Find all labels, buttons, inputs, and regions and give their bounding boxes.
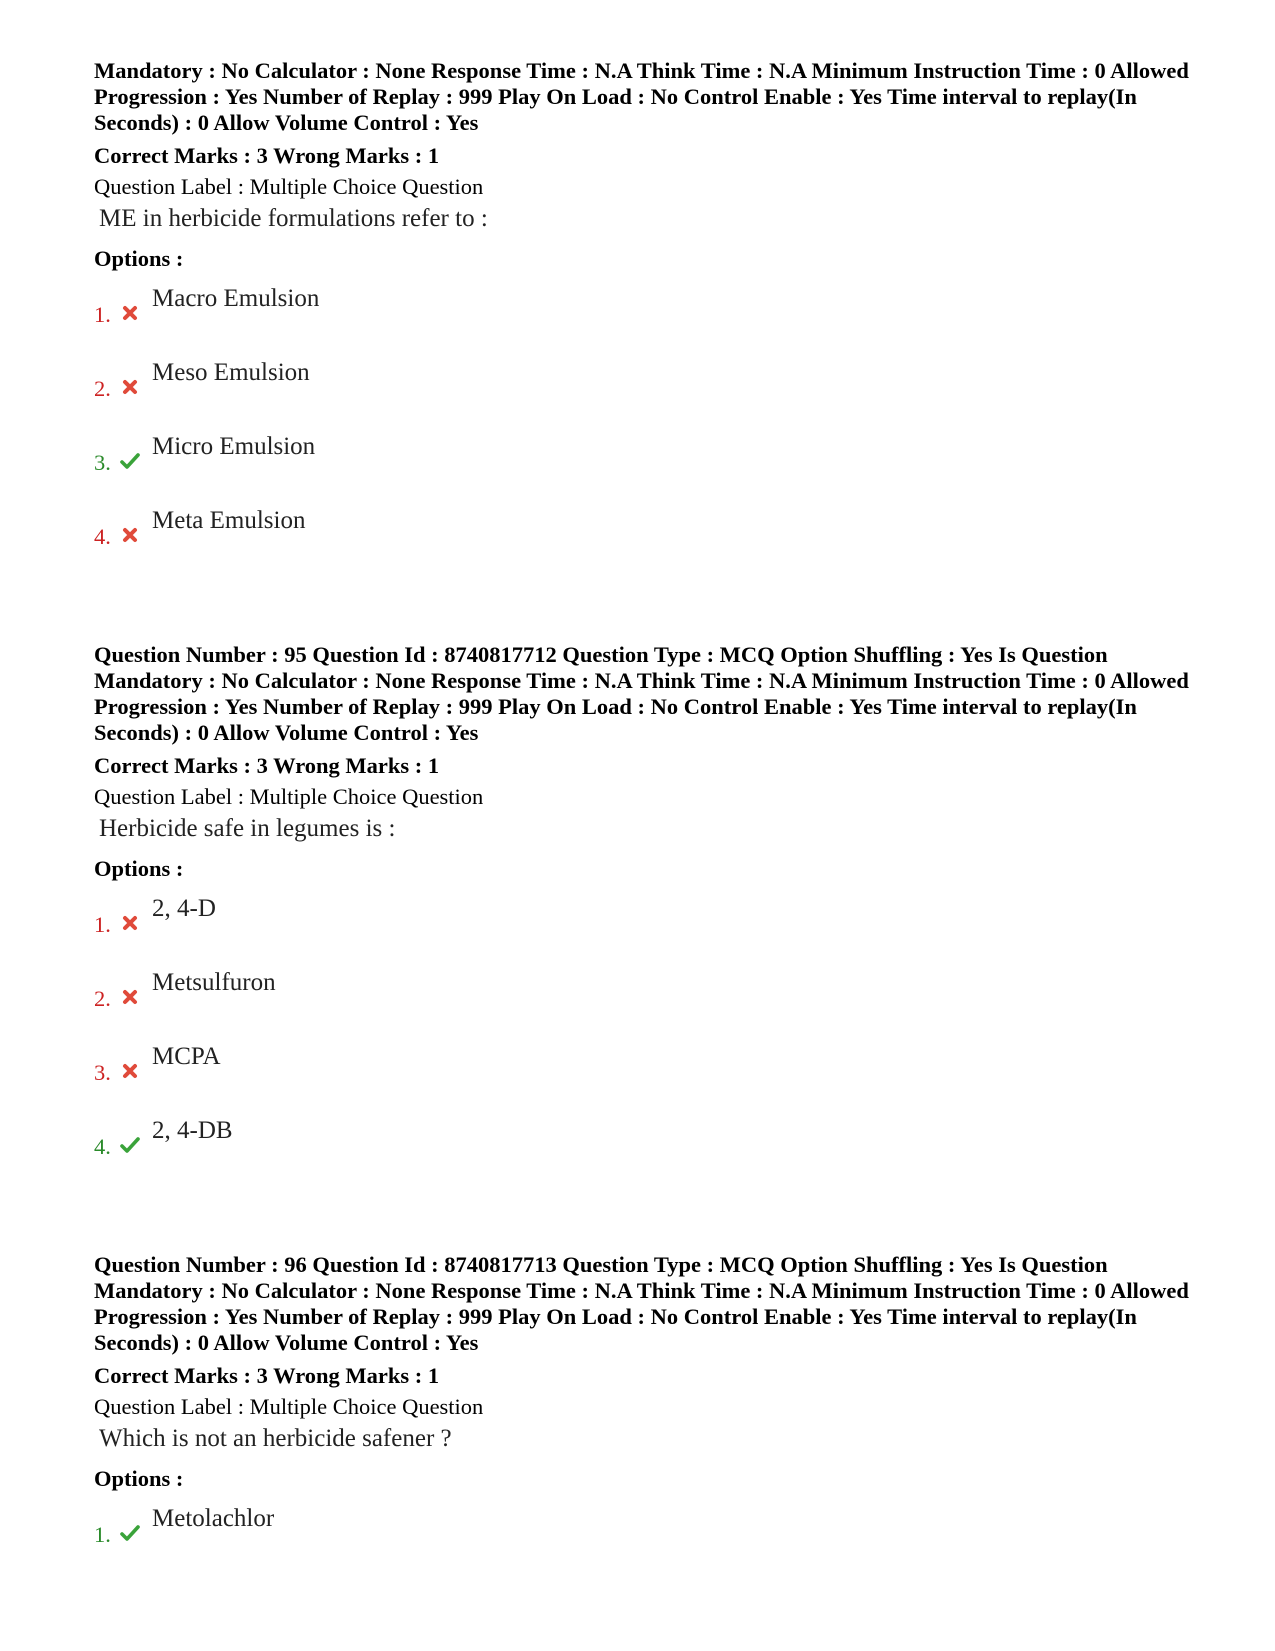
options-list: [94, 894, 1204, 1178]
option-number: 3.: [94, 450, 111, 475]
option-item: [94, 1042, 1204, 1104]
cross-icon: [120, 987, 140, 1007]
options-heading: Options :: [94, 246, 184, 271]
option-item: [94, 968, 1204, 1030]
cross-icon: [120, 303, 140, 323]
option-item: [94, 1116, 1204, 1178]
options-list: [94, 1504, 1204, 1566]
option-number: 2.: [94, 376, 111, 401]
question-marks: Correct Marks : 3 Wrong Marks : 1: [94, 143, 440, 168]
options-list: [94, 284, 1204, 568]
option-text: 2, 4-DB: [152, 1117, 233, 1144]
option-item: [94, 894, 1204, 956]
option-text: MCPA: [152, 1043, 221, 1070]
option-text: 2, 4-D: [152, 895, 216, 922]
question-text: ME in herbicide formulations refer to :: [99, 205, 488, 232]
question-95: [94, 642, 1204, 1178]
question-text: Which is not an herbicide safener ?: [99, 1425, 452, 1452]
section-gap: [94, 568, 1204, 642]
question-label: Question Label : Multiple Choice Question: [94, 174, 484, 199]
option-number: 3.: [94, 1060, 111, 1085]
exam-page: [94, 58, 1204, 1566]
question-94: [94, 58, 1204, 568]
cross-icon: [120, 377, 140, 397]
question-meta: Mandatory : No Calculator : None Response Time : N.A Think Time : N.A Minimum Instruction Time : 0 Allowed Progression : Yes Number of Replay : 999 Play On Load : No Control Enable : Yes Time interval to replay(In Seconds) : 0 Allow Volume Control : Yes: [94, 58, 1189, 135]
option-number: 2.: [94, 986, 111, 1011]
option-number: 1.: [94, 302, 111, 327]
check-icon: [120, 1523, 140, 1543]
option-text: Metolachlor: [152, 1505, 275, 1532]
option-number: 1.: [94, 912, 111, 937]
option-text: Macro Emulsion: [152, 285, 320, 312]
option-item: [94, 506, 1204, 568]
option-item: [94, 432, 1204, 494]
check-icon: [120, 1135, 140, 1155]
cross-icon: [120, 525, 140, 545]
option-text: Meta Emulsion: [152, 507, 306, 534]
question-96: [94, 1252, 1204, 1566]
question-meta: Question Number : 95 Question Id : 8740817712 Question Type : MCQ Option Shuffling : Yes Is Question Mandatory : No Calculator : None Response Time : N.A Think Time : N.A Minimum Instruction Time : 0 Allowed Progression : Yes Number of Replay : 999 Play On Load : No Control Enable : Yes Time interval to replay(In Seconds) : 0 Allow Volume Control : Yes: [94, 642, 1189, 745]
option-text: Metsulfuron: [152, 969, 276, 996]
check-icon: [120, 451, 140, 471]
cross-icon: [120, 1061, 140, 1081]
option-text: Meso Emulsion: [152, 359, 310, 386]
question-label: Question Label : Multiple Choice Question: [94, 1394, 484, 1419]
option-item: [94, 284, 1204, 346]
question-marks: Correct Marks : 3 Wrong Marks : 1: [94, 1363, 440, 1388]
question-meta: Question Number : 96 Question Id : 8740817713 Question Type : MCQ Option Shuffling : Yes Is Question Mandatory : No Calculator : None Response Time : N.A Think Time : N.A Minimum Instruction Time : 0 Allowed Progression : Yes Number of Replay : 999 Play On Load : No Control Enable : Yes Time interval to replay(In Seconds) : 0 Allow Volume Control : Yes: [94, 1252, 1189, 1355]
cross-icon: [120, 913, 140, 933]
option-number: 1.: [94, 1522, 111, 1547]
question-marks: Correct Marks : 3 Wrong Marks : 1: [94, 753, 440, 778]
section-gap: [94, 1178, 1204, 1252]
options-heading: Options :: [94, 1466, 184, 1491]
option-item: [94, 358, 1204, 420]
option-text: Micro Emulsion: [152, 433, 316, 460]
option-number: 4.: [94, 1134, 111, 1159]
question-label: Question Label : Multiple Choice Question: [94, 784, 484, 809]
option-item: [94, 1504, 1204, 1566]
question-text: Herbicide safe in legumes is :: [99, 815, 396, 842]
option-number: 4.: [94, 524, 111, 549]
options-heading: Options :: [94, 856, 184, 881]
